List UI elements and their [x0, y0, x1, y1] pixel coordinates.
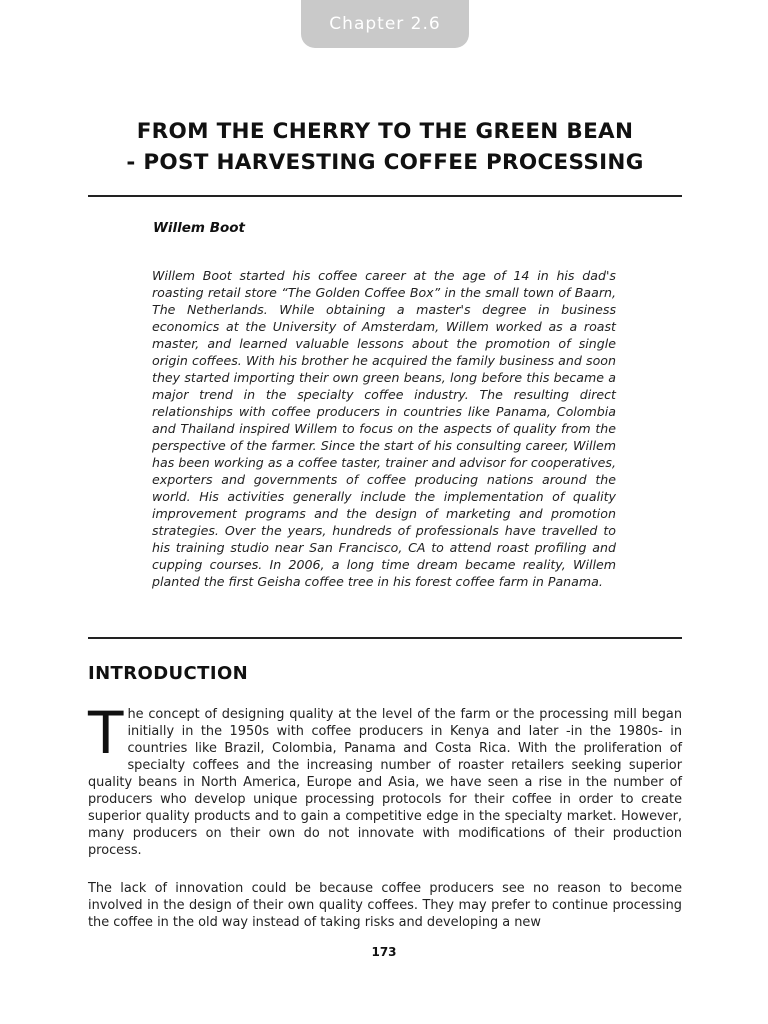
bottom-divider	[88, 637, 682, 639]
title-line-2: - POST HARVESTING COFFEE PROCESSING	[126, 150, 644, 175]
intro-paragraph-2: The lack of innovation could be because coffee producers see no reason to become involved in the design of their own quality coffees. They may prefer to continue processing the coffee in the old way instead of taking risks and developing a new	[88, 881, 682, 930]
drop-cap: T	[88, 699, 124, 767]
top-divider	[88, 195, 682, 197]
page-number: 173	[371, 945, 397, 959]
intro-paragraph-1-text: he concept of designing quality at the level of the farm or the processing mill began initially in the 1950s with coffee producers in Kenya and later -in the 1980s- in countries like Brazil, Colombia, Panama and Costa Rica. With the proliferation of specialty coffees and the increasing number of roaster retailers seeking superior quality beans in North America, Europe and Asia, we have seen a rise in the number of producers who develop unique processing protocols for their coffee in order to create superior quality products and to gain a competitive edge in the specialty market. However, many producers on their own do not innovate with modifications of their production process.	[88, 707, 682, 858]
section-heading-introduction: INTRODUCTION	[88, 663, 249, 684]
intro-paragraph-1	[88, 699, 682, 859]
chapter-tab	[301, 0, 469, 48]
chapter-label: Chapter 2.6	[329, 14, 441, 34]
author-name: Willem Boot	[153, 220, 245, 236]
page-title	[88, 116, 682, 178]
title-line-1: FROM THE CHERRY TO THE GREEN BEAN	[136, 119, 634, 144]
author-bio: Willem Boot started his coffee career at the age of 14 in his dad's roasting retail store “The Golden Coffee Box” in the small town of Baarn, The Netherlands. While obtaining a master's degree in business economics at the University of Amsterdam, Willem worked as a roast master, and learned valuable lessons about the promotion of single origin coffees. With his brother he acquired the family business and soon they started importing their own green beans, long before this became a major trend in the specialty coffee industry. The resulting direct relationships with coffee producers in countries like Panama, Colombia and Thailand inspired Willem to focus on the aspects of quality from the perspective of the farmer. Since the start of his consulting career, Willem has been working as a coffee taster, trainer and advisor for cooperatives, exporters and governments of coffee producing nations around the world. His activities generally include the implementation of quality improvement programs and the design of marketing and promotion strategies. Over the years, hundreds of professionals have travelled to his training studio near San Francisco, CA to attend roast profiling and cupping courses. In 2006, a long time dream became reality, Willem planted the first Geisha coffee tree in his forest coffee farm in Panama.	[152, 268, 616, 589]
